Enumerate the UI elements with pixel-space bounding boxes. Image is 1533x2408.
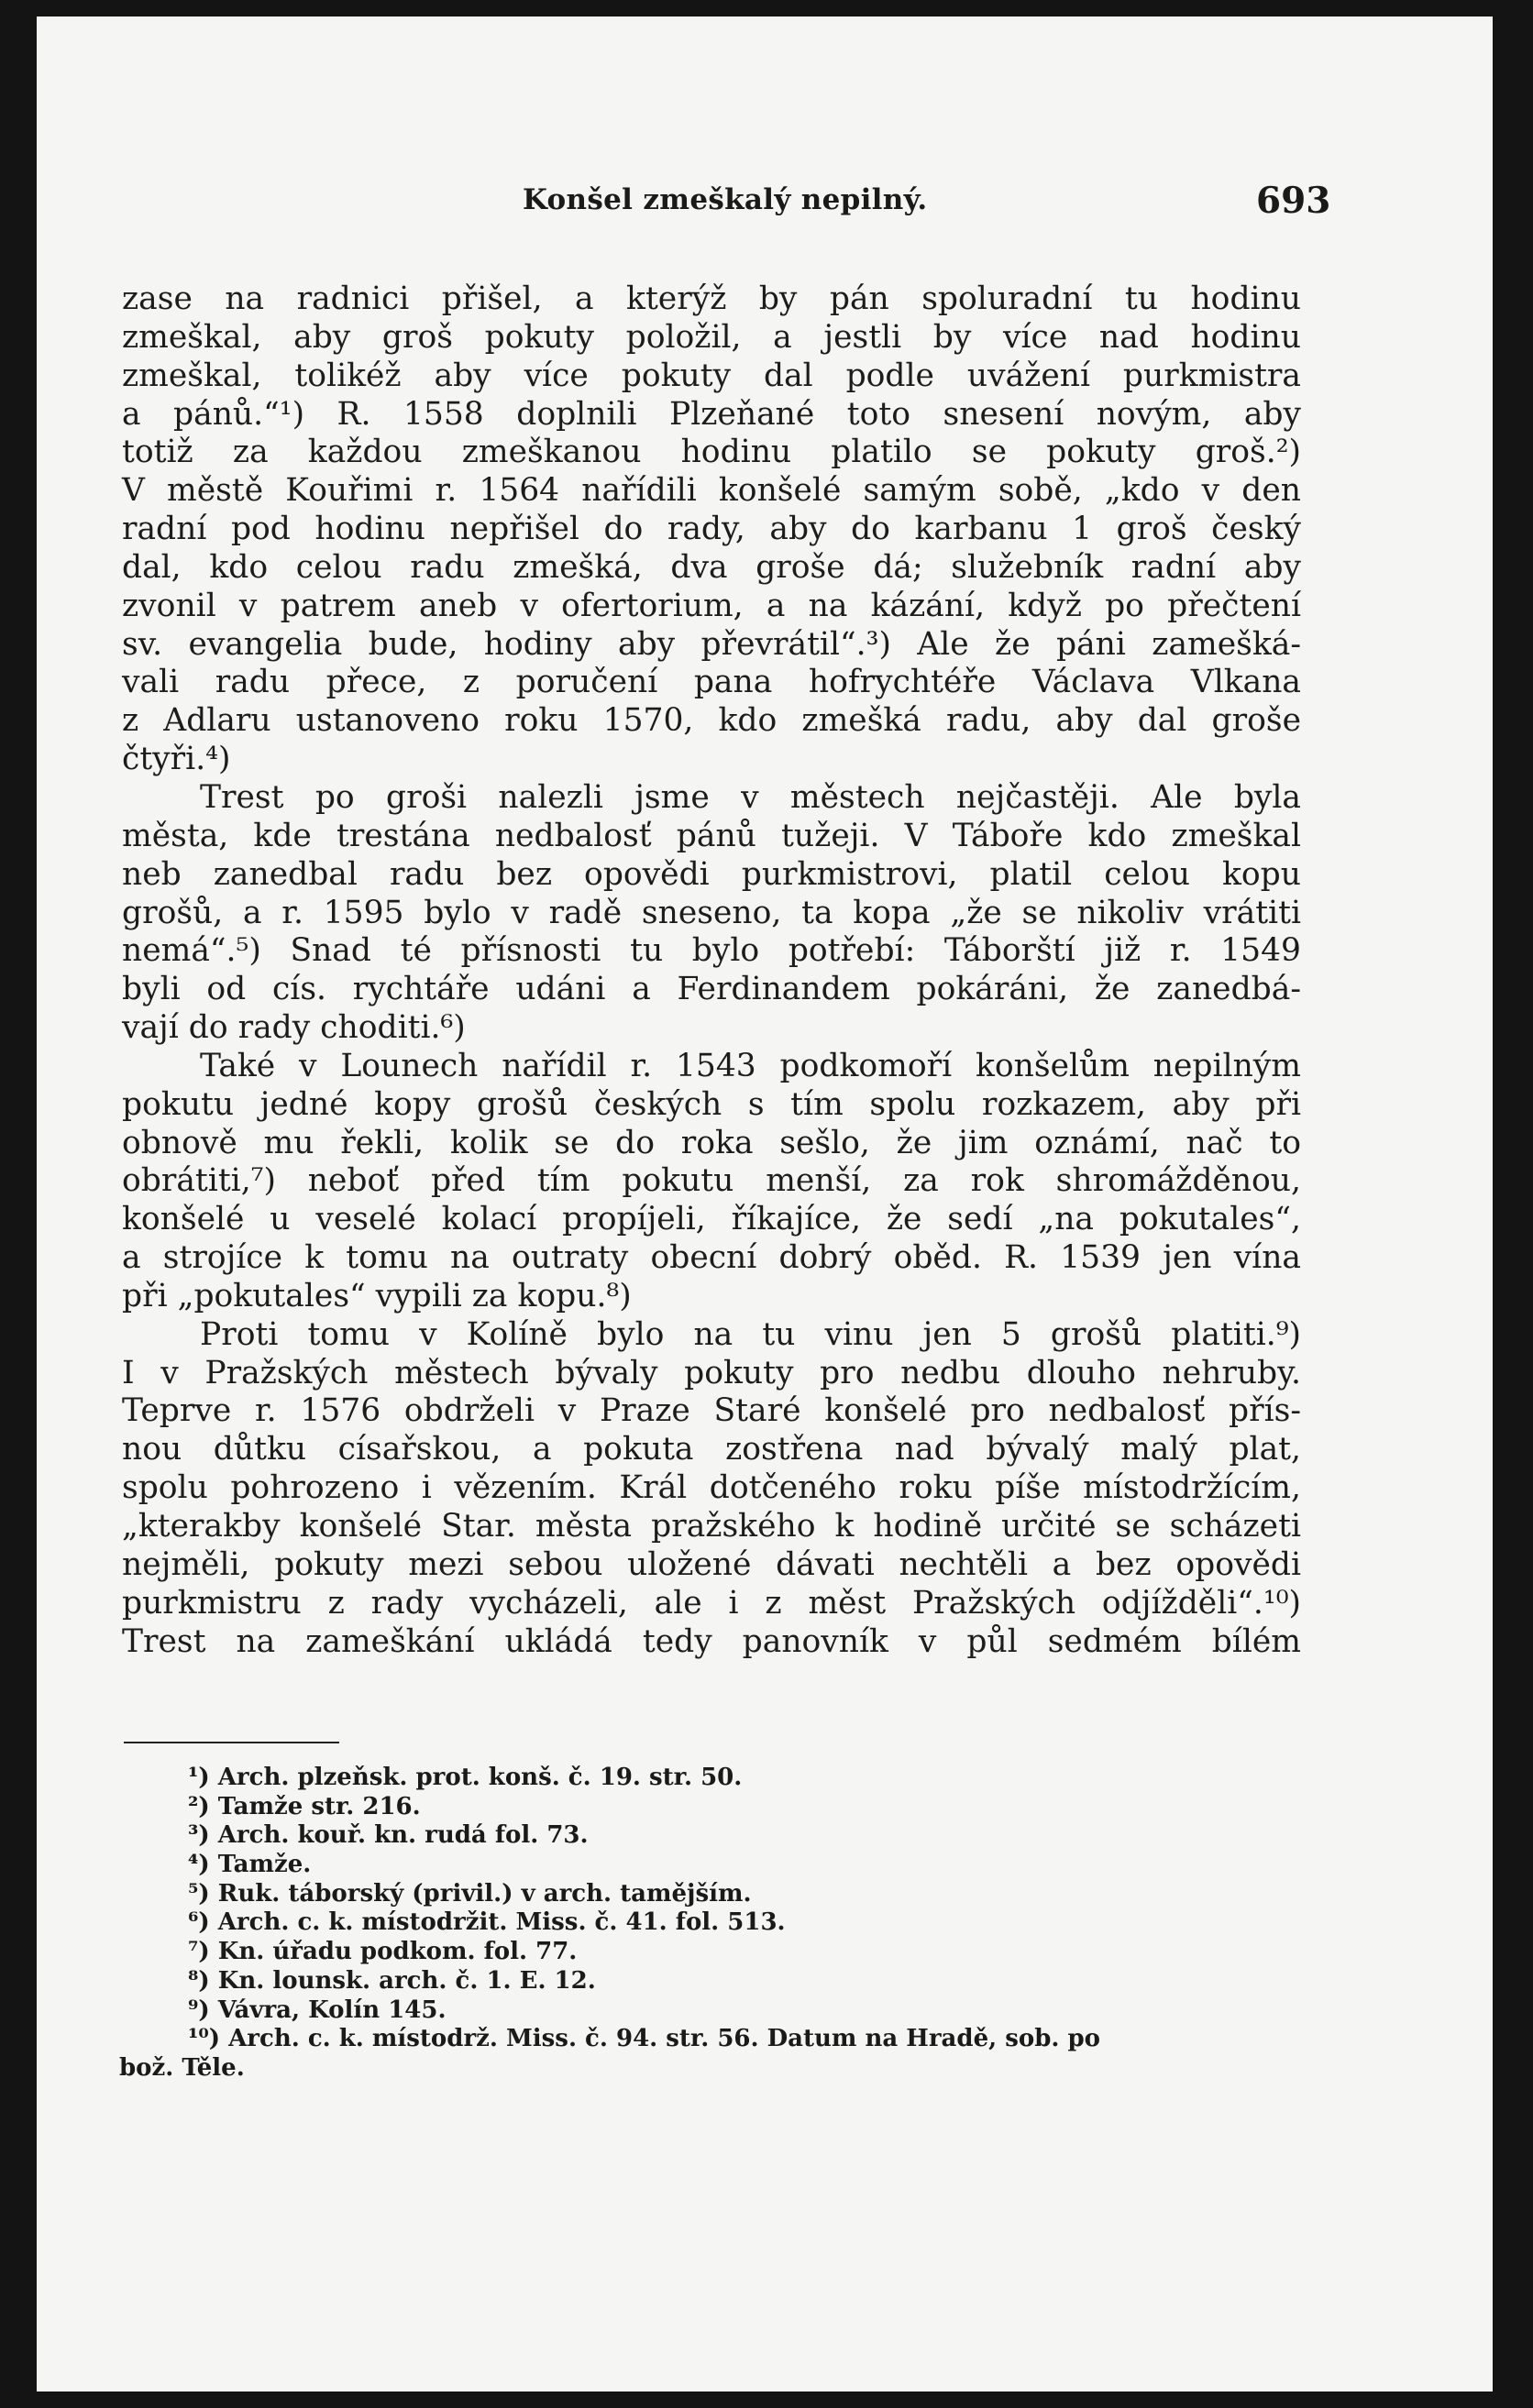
text-line: zmeškal, tolikéž aby více pokuty dal podle uvážení purkmistra [122,357,1301,394]
text-line: pokutu jedné kopy grošů českých s tím spolu rozkazem, aby při [122,1085,1301,1123]
text-line: čtyři.⁴) [122,741,231,778]
text-line: Proti tomu v Kolíně bylo na tu vinu jen 5 grošů platiti.⁹) [200,1315,1301,1353]
text-line: Trest na zameškání ukládá tedy panovník v půl sedmém bílém [122,1622,1301,1660]
text-line: nejměli, pokuty mezi sebou uložené dávati nechtěli a bez opovědi [122,1545,1301,1583]
text-line: byli od cís. rychtáře udáni a Ferdinandem pokáráni, že zanedbá- [122,971,1301,1008]
text-line: „kterakby konšelé Star. města pražského k hodině určité se scházeti [122,1508,1301,1545]
text-line: I v Pražských městech bývaly pokuty pro nedbu dlouho nehruby. [122,1354,1301,1391]
footnote: ³) Arch. kouř. kn. rudá fol. 73. [188,1821,589,1850]
text-line: nemá“.⁵) Snad té přísnosti tu bylo potřebí: Táborští již r. 1549 [122,932,1301,970]
footnote: bož. Těle. [119,2053,245,2082]
text-line: dal, kdo celou radu zmešká, dva groše dá; služebník radní aby [122,548,1301,586]
body-text [122,280,1301,1661]
footnote: ¹⁰) Arch. c. k. místodrž. Miss. č. 94. str. 56. Datum na Hradě, sob. po [188,2025,1101,2053]
footnote: ⁴) Tamže. [188,1851,312,1879]
text-line: spolu pohrozeno i vězením. Král dotčeného roku píše místodržícím, [122,1469,1301,1507]
footnote: ⁸) Kn. lounsk. arch. č. 1. E. 12. [188,1966,596,1995]
text-line: Také v Lounech nařídil r. 1543 podkomoří konšelům nepilným [200,1047,1301,1084]
text-line: zase na radnici přišel, a kterýž by pán spoluradní tu hodinu [122,280,1301,317]
text-line: a strojíce k tomu na outraty obecní dobrý oběd. R. 1539 jen vína [122,1239,1301,1277]
footnote: ⁶) Arch. c. k. místodržit. Miss. č. 41. fol. 513. [188,1908,786,1937]
footnote: ¹) Arch. plzeňsk. prot. konš. č. 19. str. 50. [188,1764,743,1791]
text-line: města, kde trestána nedbalosť pánů tužeji. V Táboře kdo zmeškal [122,817,1301,854]
text-line: grošů, a r. 1595 bylo v radě sneseno, ta kopa „že se nikoliv vrátiti [122,894,1301,931]
text-line: neb zanedbal radu bez opovědi purkmistrovi, platil celou kopu [122,855,1301,893]
book-page [37,16,1493,2392]
text-line: konšelé u veselé kolací propíjeli, říkajíce, že sedí „na pokutales“, [122,1201,1301,1238]
footnotes [119,1764,1311,2084]
text-line: vali radu přece, z poručení pana hofrychtéře Václava Vlkana [122,664,1301,701]
footnote: ⁷) Kn. úřadu podkom. fol. 77. [188,1938,578,1966]
text-line: obrátiti,⁷) neboť před tím pokutu menší, za rok shromážděnou, [122,1162,1301,1200]
footnote: ⁵) Ruk. táborský (privil.) v arch. tamějším. [188,1879,752,1908]
footnote-divider [124,1742,339,1743]
page-number: 693 [1256,180,1331,222]
text-line: Trest po groši nalezli jsme v městech nejčastěji. Ale byla [200,778,1301,816]
running-title: Konšel zmeškalý nepilný. [523,183,928,216]
text-line: sv. evangelia bude, hodiny aby převrátil“.³) Ale že páni zamešká- [122,625,1301,663]
text-line: totiž za každou zmeškanou hodinu platilo se pokuty groš.²) [122,434,1301,471]
text-line: purkmistru z rady vycházeli, ale i z měst Pražských odjížděli“.¹⁰) [122,1584,1301,1622]
text-line: při „pokutales“ vypili za kopu.⁸) [122,1277,632,1314]
text-line: Teprve r. 1576 obdrželi v Praze Staré konšelé pro nedbalosť přís- [122,1392,1301,1430]
text-line: vají do rady choditi.⁶) [122,1009,466,1047]
page-header [37,174,1493,229]
text-line: z Adlaru ustanoveno roku 1570, kdo zmešká radu, aby dal groše [122,702,1301,740]
footnote: ²) Tamže str. 216. [188,1792,421,1820]
text-line: obnově mu řekli, kolik se do roka sešlo, že jim oznámí, nač to [122,1124,1301,1161]
text-line: V městě Kouřimi r. 1564 nařídili konšelé samým sobě, „kdo v den [122,472,1301,510]
text-line: zmeškal, aby groš pokuty položil, a jestli by více nad hodinu [122,318,1301,356]
text-line: zvonil v patrem aneb v ofertorium, a na kázání, když po přečtení [122,587,1301,624]
text-line: a pánů.“¹) R. 1558 doplnili Plzeňané toto snesení novým, aby [122,395,1301,433]
footnote: ⁹) Vávra, Kolín 145. [188,1996,447,2024]
text-line: radní pod hodinu nepřišel do rady, aby do karbanu 1 groš český [122,511,1301,548]
text-line: nou důtku císařskou, a pokuta zostřena nad bývalý malý plat, [122,1431,1301,1468]
